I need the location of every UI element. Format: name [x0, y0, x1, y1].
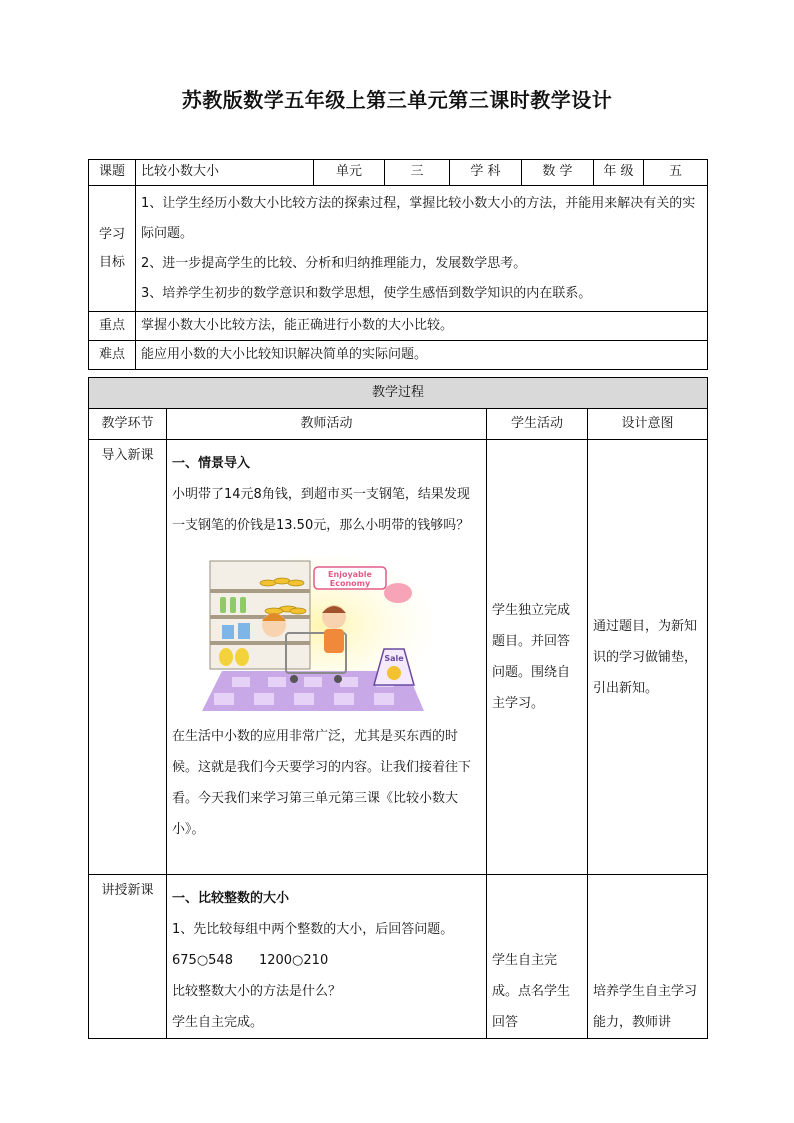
process-header-row	[89, 409, 708, 440]
process-table	[88, 377, 708, 1039]
banner-text-top: Enjoyable	[328, 570, 372, 579]
page-title: 苏教版数学五年级上第三单元第三课时教学设计	[181, 88, 613, 112]
objective-item: 2、进一步提高学生的比较、分析和归纳推理能力，发展数学思考。	[141, 255, 527, 271]
teacher-text: 在生活中小数的应用非常广泛，尤其是买东西的时候。这就是我们今天要学习的内容。让我们接着往下看。今天我们来学习第三单元第三课《比较小数大小》。	[172, 729, 472, 837]
grade-value: 五	[644, 160, 708, 186]
teacher-activity-cell	[167, 440, 487, 875]
banner-text-bottom: Economy	[329, 579, 371, 588]
section-heading: 一、比较整数的大小	[172, 891, 290, 906]
subject-value: 数 学	[522, 160, 594, 186]
stage-cell: 导入新课	[89, 440, 167, 875]
key-value: 掌握小数大小比较方法，能正确进行小数的大小比较。	[136, 312, 708, 341]
teacher-text: 小明带了14元8角钱，到超市买一支钢笔，结果发现一支钢笔的价钱是13.50元，那么小明带的钱够吗？	[172, 487, 470, 533]
sale-sign-text: Sale	[384, 654, 404, 663]
key-label: 重点	[89, 312, 136, 341]
objective-item: 1、让学生经历小数大小比较方法的探索过程，掌握比较小数大小的方法，并能用来解决有关的实际问题。	[141, 195, 696, 241]
teacher-line: 675○548 1200○210	[172, 953, 329, 968]
design-intent-cell	[588, 440, 708, 875]
stage-cell: 讲授新课	[89, 875, 167, 1039]
teacher-line: 学生自主完成。	[172, 1015, 264, 1030]
col-header-stage: 教学环节	[89, 409, 167, 440]
col-header-student: 学生活动	[487, 409, 588, 440]
objectives-row	[89, 186, 708, 312]
lesson-info-table	[88, 159, 708, 370]
objectives-label: 学习目标	[89, 186, 136, 312]
section-heading: 一、情景导入	[172, 456, 251, 471]
unit-value: 三	[385, 160, 450, 186]
design-intent-cell	[588, 875, 708, 1039]
student-activity-text: 学生自主完成。点名学生回答	[492, 953, 571, 1030]
piggy-bank-icon	[384, 583, 412, 603]
col-header-teacher: 教师活动	[167, 409, 487, 440]
process-heading: 教学过程	[89, 378, 708, 409]
info-row	[89, 160, 708, 186]
difficulty-value: 能应用小数的大小比较知识解决简单的实际问题。	[136, 341, 708, 370]
table-row	[89, 875, 708, 1039]
difficulty-label: 难点	[89, 341, 136, 370]
difficulty-row	[89, 341, 708, 370]
key-row	[89, 312, 708, 341]
topic-value: 比较小数大小	[136, 160, 314, 186]
table-row	[89, 440, 708, 875]
grade-label: 年 级	[594, 160, 644, 186]
unit-label: 单元	[314, 160, 385, 186]
dollar-coin-icon	[387, 666, 401, 680]
process-heading-row	[89, 378, 708, 409]
student-activity-text: 学生独立完成题目。并回答问题。围绕自主学习。	[492, 603, 571, 711]
student-activity-cell	[487, 440, 588, 875]
teacher-activity-cell	[167, 875, 487, 1039]
student-activity-cell	[487, 875, 588, 1039]
objective-item: 3、培养学生初步的数学意识和数学思想，使学生感悟到数学知识的内在联系。	[141, 285, 592, 301]
subject-label: 学 科	[450, 160, 522, 186]
objectives-content	[136, 186, 708, 312]
teacher-line: 比较整数大小的方法是什么？	[172, 984, 342, 999]
design-intent-text: 培养学生自主学习能力，教师讲	[593, 984, 698, 1030]
teacher-line: 1、先比较每组中两个整数的大小，后回答问题。	[172, 922, 454, 937]
supermarket-illustration	[202, 553, 432, 713]
design-intent-text: 通过题目，为新知识的学习做铺垫，引出新知。	[593, 618, 698, 696]
col-header-intent: 设计意图	[588, 409, 708, 440]
topic-label: 课题	[89, 160, 136, 186]
